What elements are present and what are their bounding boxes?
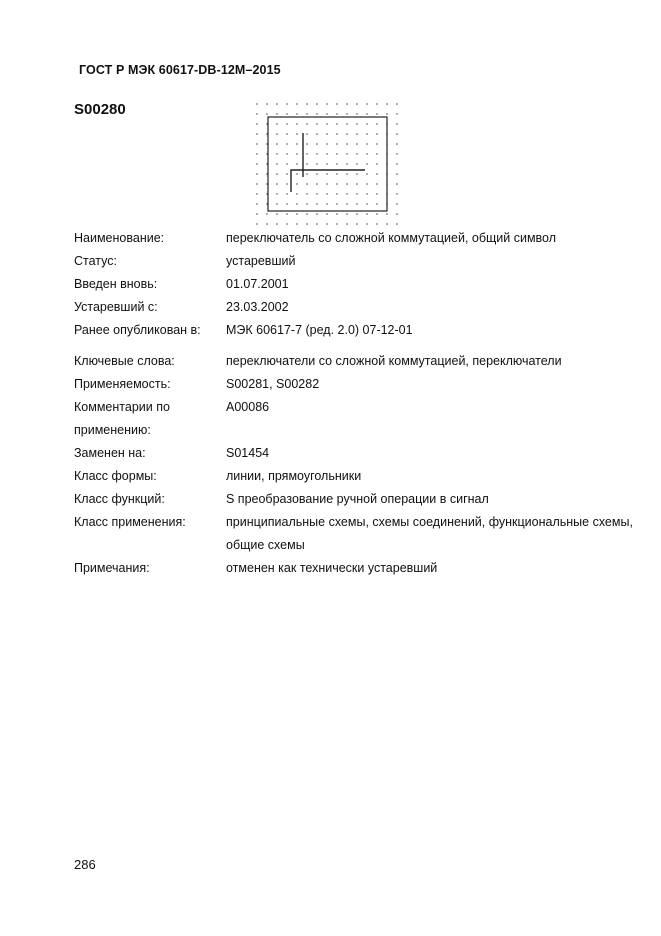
grid-dot [276,113,278,115]
property-value: переключатели со сложной коммутацией, переключатели [226,354,562,368]
grid-dot [316,123,318,125]
grid-dot [256,203,258,205]
grid-dot [276,183,278,185]
grid-dot [396,163,398,165]
grid-dot [296,193,298,195]
grid-dot [306,143,308,145]
grid-dot [296,123,298,125]
grid-dot [296,213,298,215]
grid-dot [376,213,378,215]
grid-dot [326,133,328,135]
grid-dot [366,153,368,155]
grid-dot [306,113,308,115]
grid-dot [316,183,318,185]
grid-dot [306,163,308,165]
grid-dot [326,173,328,175]
grid-dot [306,193,308,195]
property-label: Применяемость: [74,377,171,391]
property-row-shape-class [74,465,634,488]
property-row-previously-published [74,319,634,342]
property-value: 01.07.2001 [226,277,289,291]
property-label: Устаревший с: [74,300,158,314]
grid-dot [286,123,288,125]
property-row-introduced [74,273,634,296]
grid-dot [276,193,278,195]
grid-dot [276,213,278,215]
grid-dot [346,123,348,125]
grid-dot [366,183,368,185]
grid-dot [266,103,268,105]
grid-dot [256,173,258,175]
property-value: линии, прямоугольники [226,469,362,483]
symbol-corner-line [291,170,365,192]
property-value: S01454 [226,446,270,460]
grid-dot [306,103,308,105]
grid-dot [336,123,338,125]
grid-dot [316,133,318,135]
property-value: S преобразование ручной операции в сигнал [226,492,489,506]
grid-dot [366,163,368,165]
property-label: Комментарии по применению: [74,400,170,437]
grid-dot [296,203,298,205]
grid-dot [376,143,378,145]
grid-dot [326,193,328,195]
grid-dot [356,183,358,185]
grid-dot [356,213,358,215]
grid-dot [326,153,328,155]
grid-dot [276,203,278,205]
grid-dot [356,193,358,195]
grid-dot [366,103,368,105]
grid-dot [356,223,358,225]
property-value: A00086 [226,400,270,414]
grid-dot [376,123,378,125]
grid-dot [316,113,318,115]
grid-dot [326,113,328,115]
grid-dot [316,143,318,145]
grid-dot [346,113,348,115]
property-value: 23.03.2002 [226,300,289,314]
grid-dot [376,163,378,165]
grid-dot [346,133,348,135]
grid-dot [256,193,258,195]
grid-dot [366,223,368,225]
grid-dot [376,133,378,135]
property-row-obsolete-since [74,296,634,319]
grid-dot [316,163,318,165]
property-row-comments [74,396,634,442]
grid-dot [396,213,398,215]
property-label: Статус: [74,254,117,268]
grid-dot [336,213,338,215]
grid-dot [276,143,278,145]
grid-dot [396,193,398,195]
grid-dot [396,133,398,135]
grid-dot [396,143,398,145]
grid-dot [336,113,338,115]
grid-dot [396,203,398,205]
grid-dot [346,103,348,105]
grid-dot [256,163,258,165]
property-label: Класс функций: [74,492,165,506]
property-label: Введен вновь: [74,277,158,291]
grid-dot [276,103,278,105]
grid-dot [366,173,368,175]
grid-dot [336,203,338,205]
grid-dot [326,123,328,125]
grid-dot [396,183,398,185]
property-row-name [74,227,634,250]
grid-dot [256,123,258,125]
property-label: Класс применения: [74,515,186,529]
property-row-application-class [74,511,634,557]
grid-dot [316,153,318,155]
grid-dot [306,153,308,155]
grid-dot [336,183,338,185]
grid-dot [266,223,268,225]
property-value: принципиальные схемы, схемы соединений, функциональные схемы, общие схемы [226,515,633,552]
grid-dot [296,133,298,135]
grid-dot [296,173,298,175]
grid-dot [256,143,258,145]
grid-dot [326,103,328,105]
grid-dot [356,123,358,125]
property-label: Ранее опубликован в: [74,323,201,337]
grid-dot [296,143,298,145]
grid-dot [396,173,398,175]
grid-dot [296,153,298,155]
property-value: МЭК 60617-7 (ред. 2.0) 07-12-01 [226,323,413,337]
grid-dot [276,153,278,155]
grid-dot [306,213,308,215]
grid-dot [286,133,288,135]
grid-dot [356,163,358,165]
grid-dot [336,153,338,155]
grid-dot [286,183,288,185]
grid-dot [316,173,318,175]
grid-dot [256,223,258,225]
grid-dot [326,223,328,225]
grid-dot [296,103,298,105]
grid-dot [356,133,358,135]
grid-dot [396,223,398,225]
grid-dot [376,103,378,105]
grid-dot [366,143,368,145]
grid-dot [376,183,378,185]
grid-dot [346,143,348,145]
grid-dot [286,103,288,105]
grid-dot [376,173,378,175]
grid-dot [386,113,388,115]
grid-dot [326,183,328,185]
grid-dot [286,203,288,205]
grid-dot [336,103,338,105]
grid-dot [376,113,378,115]
grid-dot [366,123,368,125]
grid-dot [396,123,398,125]
property-value: переключатель со сложной коммутацией, общий символ [226,231,557,245]
grid-dot [286,223,288,225]
grid-dot [336,223,338,225]
grid-dot [286,153,288,155]
grid-dot [376,193,378,195]
grid-dot [256,133,258,135]
grid-dot [396,153,398,155]
grid-dot [376,203,378,205]
grid-dot [276,173,278,175]
property-label: Класс формы: [74,469,157,483]
grid-dot [316,193,318,195]
grid-dot [336,163,338,165]
grid-dot [396,113,398,115]
grid-dot [316,203,318,205]
grid-dot [276,123,278,125]
grid-dot [366,193,368,195]
grid-dot [256,153,258,155]
grid-dot [316,223,318,225]
grid-dot [326,203,328,205]
grid-dot [276,133,278,135]
property-value: S00281, S00282 [226,377,320,391]
grid-dot [296,223,298,225]
grid-dot [306,173,308,175]
property-row-replaced-by [74,442,634,465]
grid-dot [346,173,348,175]
grid-dot [336,133,338,135]
grid-dot [336,143,338,145]
grid-dot [356,173,358,175]
property-value: устаревший [226,254,296,268]
property-label: Ключевые слова: [74,354,175,368]
property-label: Примечания: [74,561,150,575]
grid-dot [346,153,348,155]
grid-dot [306,203,308,205]
grid-dot [346,203,348,205]
grid-dot [306,223,308,225]
grid-dot [356,203,358,205]
grid-dot [346,163,348,165]
page-number: 286 [74,857,96,872]
grid-dot [376,153,378,155]
grid-dot [326,143,328,145]
grid-dot [356,143,358,145]
grid-dot [276,163,278,165]
property-label: Наименование: [74,231,165,245]
grid-dot [266,213,268,215]
symbol-code: S00280 [74,101,126,118]
grid-dot [256,103,258,105]
grid-dot [316,103,318,105]
grid-dot [336,173,338,175]
grid-dot [346,193,348,195]
grid-dot [396,103,398,105]
grid-dot [256,213,258,215]
property-row-notes [74,557,634,580]
grid-dot [366,133,368,135]
grid-dot [256,113,258,115]
property-row-function-class [74,488,634,511]
grid-dot [286,143,288,145]
property-row-applicability [74,373,634,396]
grid-dot [306,133,308,135]
grid-dot [286,213,288,215]
grid-dot [386,223,388,225]
properties-table [74,227,634,580]
grid-dot [356,153,358,155]
grid-dot [336,193,338,195]
grid-dot [346,223,348,225]
property-label: Заменен на: [74,446,146,460]
grid-dot [286,173,288,175]
grid-dot [366,213,368,215]
grid-dot [276,223,278,225]
grid-dot [286,193,288,195]
document-header: ГОСТ Р МЭК 60617-DB-12M–2015 [79,63,281,77]
grid-dot [266,113,268,115]
grid-dot [306,123,308,125]
grid-dot [296,163,298,165]
grid-dot [256,183,258,185]
property-row-status [74,250,634,273]
grid-dot [346,183,348,185]
grid-dot [306,183,308,185]
grid-dot [366,203,368,205]
dot-grid [256,103,398,225]
property-value: отменен как технически устаревший [226,561,438,575]
grid-dot [286,163,288,165]
grid-dot [356,113,358,115]
grid-dot [296,113,298,115]
grid-dot [326,163,328,165]
grid-dot [386,103,388,105]
symbol-graphic [251,98,405,226]
property-row-keywords [74,342,634,373]
grid-dot [366,113,368,115]
grid-dot [386,213,388,215]
grid-dot [316,213,318,215]
grid-dot [286,113,288,115]
grid-dot [356,103,358,105]
grid-dot [326,213,328,215]
grid-dot [346,213,348,215]
grid-dot [376,223,378,225]
grid-dot [296,183,298,185]
